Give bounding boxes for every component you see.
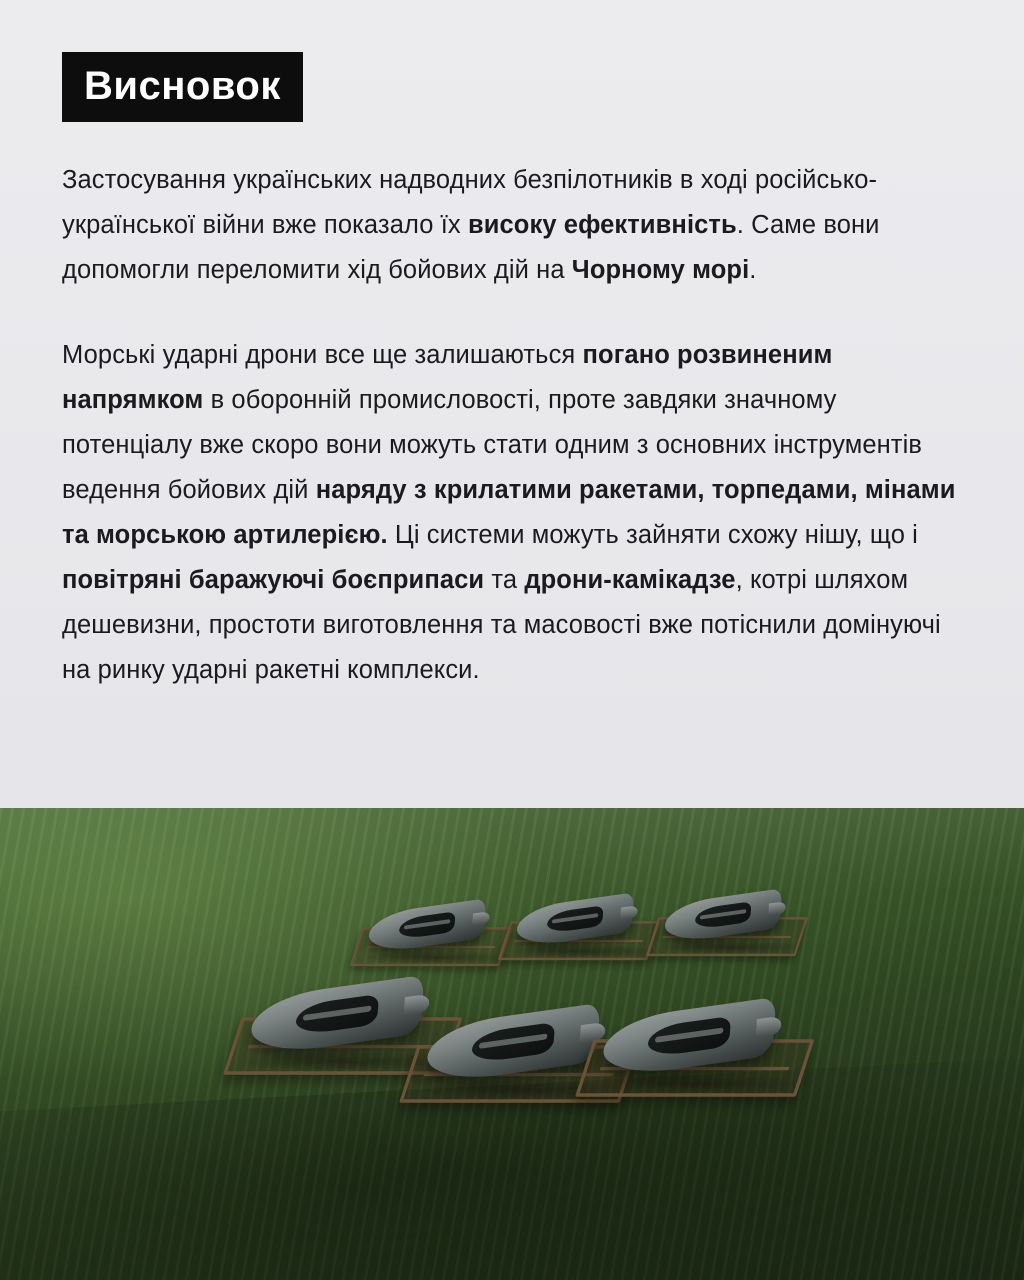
page-title: Висновок — [62, 52, 303, 122]
text-run: . — [749, 256, 757, 284]
text-run: та — [484, 566, 525, 594]
drone-unit — [427, 1015, 600, 1086]
text-run-bold: високу ефективність — [467, 211, 737, 239]
photo-naval-drones — [0, 808, 1024, 1280]
drone-unit — [517, 901, 634, 949]
drone-unit — [369, 907, 486, 955]
body-text — [62, 158, 962, 693]
text-run: Морські ударні дрони все ще залишаються — [62, 341, 583, 369]
text-run-bold: погано розвиненим напрямком — [62, 341, 833, 414]
text-run: . Саме вони допомогли переломити хід бойових дій на — [62, 211, 880, 284]
drone-unit — [251, 987, 424, 1058]
drone-unit — [665, 897, 782, 945]
drone-unit — [603, 1009, 776, 1080]
paragraph — [62, 158, 962, 293]
text-run: Застосування українських надводних безпілотників в ході російсько-української війни вже показало їх — [62, 166, 878, 239]
paragraph — [62, 333, 962, 693]
text-run-bold: наряду з крилатими ракетами, торпедами, мінами та морською артилерією. — [62, 476, 956, 549]
text-run-bold: Чорному морі — [571, 256, 750, 284]
page-title-wrap — [62, 52, 303, 122]
text-run-bold: дрони-камікадзе — [524, 566, 736, 594]
text-run: , котрі шляхом дешевизни, простоти виготовлення та масовості вже потіснили домінуючі на ринку ударні ракетні комплекси. — [62, 566, 941, 684]
text-run: в оборонній промисловості, проте завдяки значному потенціалу вже скоро вони можуть стати одним з основних інструментів ведення бойових дій — [62, 386, 923, 504]
text-run: Ці системи можуть зайняти схожу нішу, що і — [387, 521, 918, 549]
text-run-bold: повітряні баражуючі боєприпаси — [62, 566, 485, 594]
